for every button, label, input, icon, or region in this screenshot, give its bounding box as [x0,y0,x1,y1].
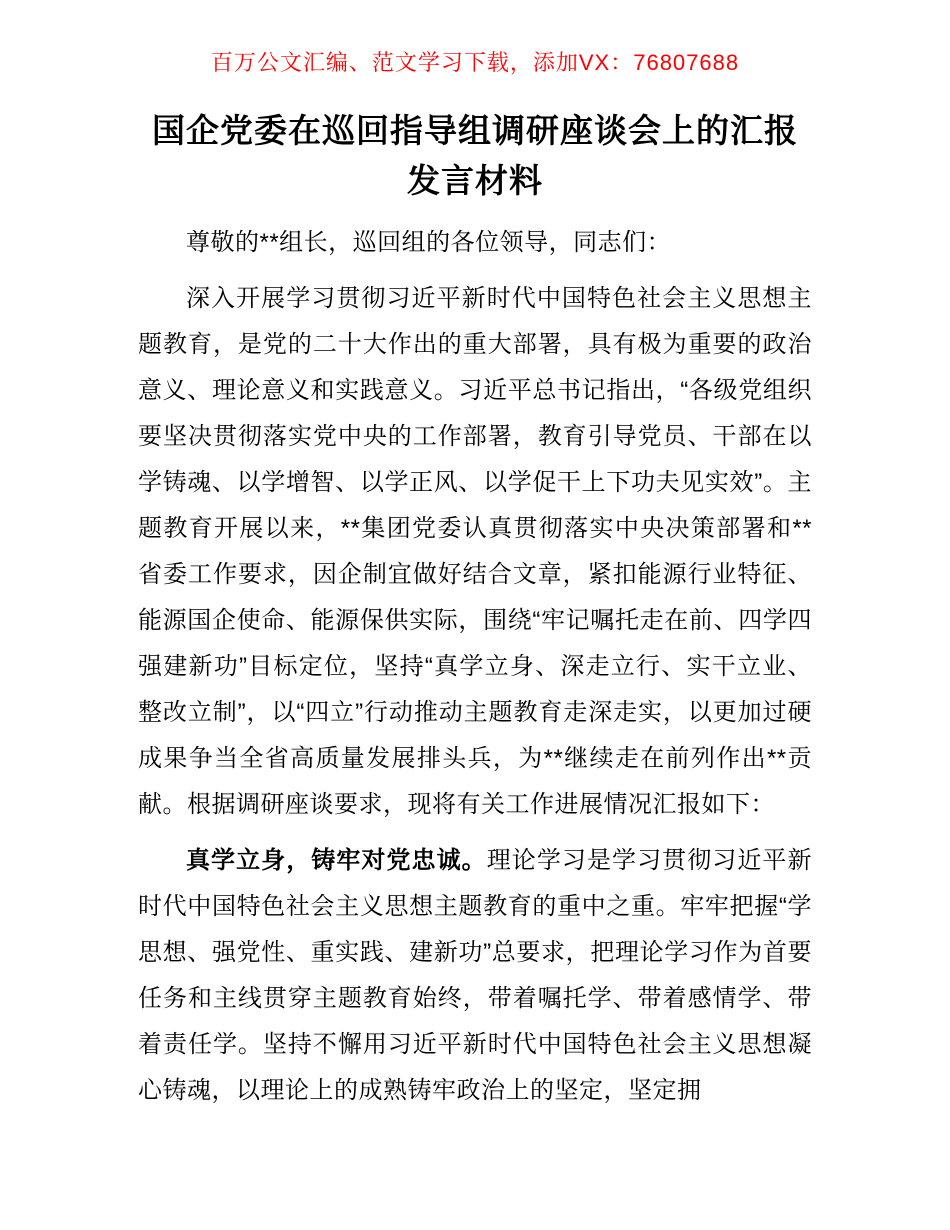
paragraph-greeting: 尊敬的**组长，巡回组的各位领导，同志们： [186,229,672,256]
header-notice: 百万公文汇编、范文学习下载，添加VX：76807688 [210,50,740,75]
paragraph-section1-text: 理论学习是学习贯彻习近平新时代中国特色社会主义思想主题教育的重中之重。牢牢把握“学思想、强党性、重实践、建新功”总要求，把理论学习作为首要任务和主线贯穿主题教育始终，带着嘱托学、带着感情学、带着责任学。坚持不懈用习近平新时代中国特色社会主义思想凝心铸魂，以理论上的成熟铸牢政治上的坚定，坚定拥 [138,847,812,1104]
paragraph-section1-lead: 真学立身，铸牢对党忠诚。 [186,847,487,874]
paragraph-intro: 深入开展学习贯彻习近平新时代中国特色社会主义思想主题教育，是党的二十大作出的重大部署，具有极为重要的政治意义、理论意义和实践意义。习近平总书记指出，“各级党组织要坚决贯彻落实党中央的工作部署，教育引导党员、干部在以学铸魂、以学增智、以学正风、以学促干上下功夫见实效”。主题教育开展以来，**集团党委认真贯彻落实中央决策部署和**省委工作要求，因企制宜做好结合文章，紧扣能源行业特征、能源国企使命、能源保供实际，围绕“牢记嘱托走在前、四学四强建新功”目标定位，坚持“真学立身、深走立行、实干立业、整改立制”，以“四立”行动推动主题教育走深走实，以更加过硬成果争当全省高质量发展排头兵，为**继续走在前列作出**贡献。根据调研座谈要求，现将有关工作进展情况汇报如下： [138,285,812,818]
document-title: 国企党委在巡回指导组调研座谈会上的汇报发言材料 [152,112,798,199]
paragraph-section1 [138,838,812,1114]
